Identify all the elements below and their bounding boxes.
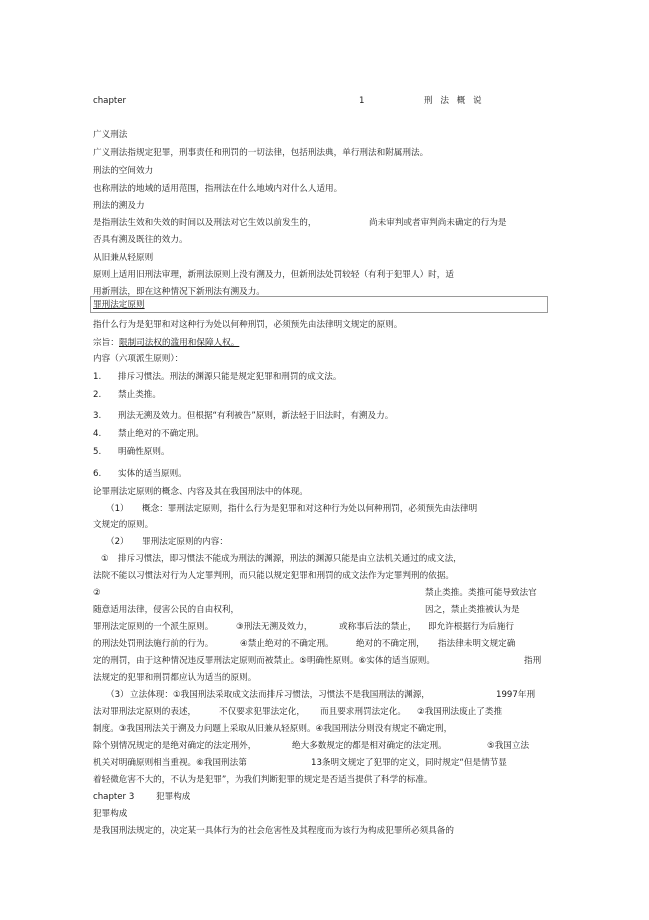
circled-number: ① [101,554,109,564]
chapter-title: 刑 法 概 说 [424,96,485,106]
circled-number: ② [93,588,101,598]
chapter-word: chapter [93,96,127,106]
paragraph-line: 绝对的不确定刑， [356,639,425,649]
paragraph-line: 是指刑法生效和失效的时间以及刑法对它生效以前发生的， [93,218,317,228]
paragraph-line: ③刑法无溯及效力， [236,622,313,632]
item-label: （2） [106,537,129,547]
paragraph-line: ②我国刑法废止了类推 [417,707,503,717]
paragraph-line: 即允许根据行为后施行 [428,622,514,632]
paragraph-line: 禁止类推。类推可能导致法官 [425,588,537,598]
list-item: 禁止类推。 [118,390,161,400]
paragraph-line: 或称事后法的禁止， [339,622,417,632]
paragraph-line: 1997年刑 [496,690,536,700]
purpose-label: 宗旨： [93,338,119,348]
content-label: 内容（六项派生原则）： [93,354,184,364]
paragraph-line: 因之，禁止类推被认为是 [425,605,520,615]
paragraph-line: 概念：罪刑法定原则，指什么行为是犯罪和对这种行为处以何种刑罚，必须预先由法律明 [142,504,478,514]
paragraph-line: 定的刑罚，由于这种情况违反罪刑法定原则而被禁止。⑤明确性原则。⑥实体的适当原则。 [93,656,435,666]
paragraph-line: 文规定的原则。 [93,520,154,530]
section-heading: 从旧兼从轻原则 [93,253,154,263]
list-item-number: 5. [93,447,102,457]
paragraph-line: 立法体现：①我国刑法采取成文法而排斥习惯法，习惯法不是我国刑法的渊源， [130,690,430,700]
list-item-number: 6. [93,469,102,479]
paragraph-line: 着轻微危害不大的，不认为是犯罪”，为我们判断犯罪的规定是否适当提供了科学的标准。 [93,775,433,785]
list-item-number: 2. [93,390,102,400]
list-item: 实体的适当原则。 [118,469,187,479]
paragraph-line: 法院不能以习惯法对行为人定罪判刑，而只能以规定犯罪和刑罚的成文法作为定罪判刑的依据。 [93,571,454,581]
paragraph-line: 是我国刑法规定的，决定某一具体行为的社会危害性及其程度而为该行为构成犯罪所必须具备的 [93,826,454,836]
heading-box [90,296,548,313]
paragraph-line: 13条明文规定了犯罪的定义，同时规定“但是情节显 [311,758,507,768]
paragraph-line: 原则上适用旧刑法审理，新刑法原则上没有溯及力，但新刑法处罚较轻（有利于犯罪人）时，适 [93,270,454,280]
section-heading: 刑法的空间效力 [93,166,154,176]
paragraph-line: ④禁止绝对的不确定刑。 [240,639,334,649]
list-item: 禁止绝对的不确定刑。 [118,429,204,439]
paragraph-line: 不仅要求犯罪法定化， [219,707,305,717]
section-heading: 犯罪构成 [93,809,128,819]
paragraph-line: 的刑法处罚刑法施行前的行为。 [93,639,214,649]
paragraph-line: 而且要求刑罚法定化。 [320,707,406,717]
paragraph-line: 也称刑法的地域的适用范围，指刑法在什么地域内对什么人适用。 [93,184,343,194]
list-item-number: 1. [93,372,102,382]
list-item-number: 3. [93,411,102,421]
paragraph-line: 广义刑法指规定犯罪，刑事责任和刑罚的一切法律，包括刑法典，单行刑法和附属刑法。 [93,148,429,158]
paragraph-line: 法规定的犯罪和刑罚都应认为适当的原则。 [93,673,257,683]
paragraph-line: 罪刑法定原则的内容： [142,537,228,547]
section-heading: 广义刑法 [93,130,128,140]
chapter-3-title: 犯罪构成 [156,792,191,802]
paragraph-line: 用新刑法，即在这种情况下新刑法有溯及力。 [93,287,265,297]
chapter-number: 1 [359,96,365,106]
paragraph-line: 尚未审判或者审判尚未确定的行为是 [369,218,507,228]
chapter-3-label: chapter 3 [93,792,135,802]
paragraph-line: 指法律未明文规定确 [438,639,516,649]
paragraph-line: 法对罪刑法定原则的表述， [93,707,197,717]
paragraph-line: 除个别情况规定的是绝对确定的法定刑外， [93,741,257,751]
paragraph-line: 随意适用法律，侵害公民的自由权利， [93,605,240,615]
paragraph-line: 机关对明确原则相当重视。⑥我国刑法第 [93,758,247,768]
paragraph-line: 制度。③我国刑法关于溯及力问题上采取从旧兼从轻原则。④我国刑法分则没有规定不确定刑， [93,724,453,734]
list-item: 排斥习惯法。刑法的渊源只能是规定犯罪和刑罚的成文法。 [118,372,342,382]
paragraph-line: 指什么行为是犯罪和对这种行为处以何种刑罚，必须预先由法律明文规定的原则。 [93,320,403,330]
paragraph-line: 指刑 [524,656,542,666]
purpose-text: 限制司法权的滥用和保障人权。 [119,338,240,348]
paragraph-line: 罪刑法定原则的一个派生原则。 [93,622,214,632]
section-heading: 罪刑法定原则 [93,300,145,310]
list-item: 明确性原则。 [118,447,170,457]
list-item-number: 4. [93,429,102,439]
item-label: （1） [106,504,129,514]
paragraph-line: 否具有溯及既往的效力。 [93,235,188,245]
list-item: 刑法无溯及效力。但根据“有利被告”原则，新法轻于旧法时，有溯及力。 [118,411,394,421]
paragraph-line: 排斥习惯法，即习惯法不能成为刑法的渊源，刑法的渊源只能是由立法机关通过的成文法， [118,554,462,564]
essay-title: 论罪刑法定原则的概念、内容及其在我国刑法中的体现。 [93,487,308,497]
item-label: （3） [106,690,129,700]
paragraph-line: 绝大多数规定的都是相对确定的法定刑。 [292,741,447,751]
paragraph-line: ⑤我国立法 [487,741,530,751]
section-heading: 刑法的溯及力 [93,201,145,211]
